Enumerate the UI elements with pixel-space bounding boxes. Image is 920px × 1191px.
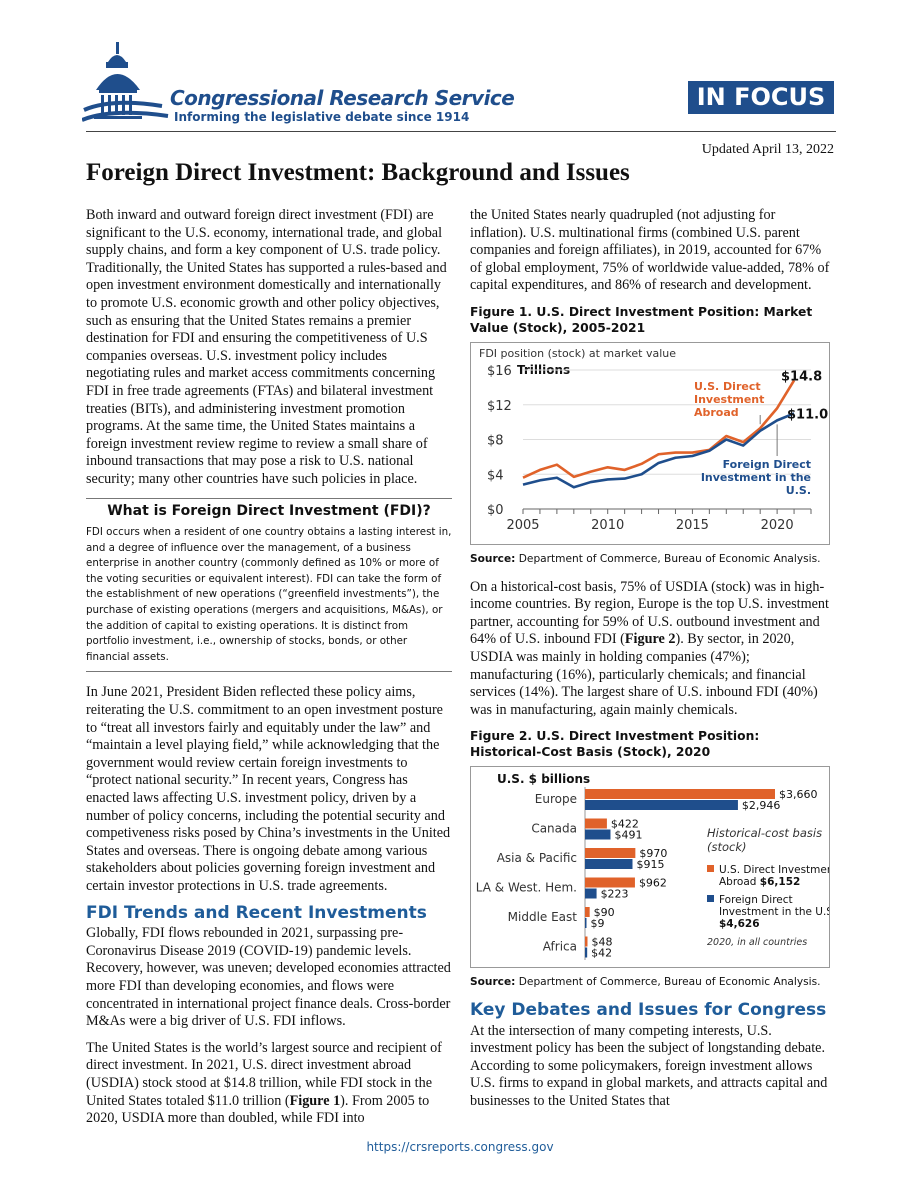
text-span: ). By sector, in 2020, USDIA was mainly in holding companies (47%); manufacturing (16%), particularly chemicals; and financial services (14%). The largest share of U.S. inbound FDI (40%) was in manufacturing, again mainly chemicals. [470,631,818,718]
org-tagline: Informing the legislative debate since 1914 [174,110,470,124]
updated-date: Updated April 13, 2022 [701,142,834,157]
x-tick-label: 2015 [675,517,709,533]
intro-paragraph: Both inward and outward foreign direct investment (FDI) are significant to the U.S. economy, international trade, and global supply chains, and form a key component of U.S. trade policy. Traditionally, the United States has supported a rules-based and open investment environment domestically and internationally to promote U.S. economic growth and other policy objectives, such as ensuring that the United States remains a premier destination for FDI and ensuring the competitiveness of U.S companies overseas. U.S. investment policy includes negotiating rules and market access commitments concerning FDI in free trade agreements (FTAs) and bilateral investment treaties (BITs), and administering investment promotion programs. At the same time, the United States maintains a foreign investment review regime to review a small share of inbound transactions that may pose a risk to U.S. national security; many other countries have such policies in place. [86,207,447,487]
y-tick-label: $8 [487,433,504,449]
bar-inward [585,948,587,958]
x-tick-label: 2010 [591,517,625,533]
legend-text: U.S. Direct Investment [719,864,829,877]
bar-inward [585,918,587,928]
figure-2-chart [470,766,830,968]
text-span: On a historical-cost basis, 75% of USDIA (stock) was in high-income countries. By region, Europe is the top U.S. investment partner, accounting for 59% of U.S. outbound investment and 64% of U.S. inbound FDI ( [470,578,829,648]
policy-paragraph: In June 2021, President Biden reflected these policy aims, reiterating the U.S. commitment to an open investment posture to “treat all investors fairly and equitably under the law” and “maintain a level playing field,” while acknowledging that the government would review certain foreign investments to “protect national security.” In recent years, Congress has enacted laws affecting U.S. investment policy, driven by a number of policy concerns, including the potential security and competiveness risks posed by China’s investments in the United States and overseas. There is ongoing debate among various stakeholders about policies governing foreign investment and certain investor protections in U.S. trade agreements. [86,684,451,894]
legend-text: Abroad $6,152 [719,876,801,889]
page-title: Foreign Direct Investment: Background and Issues [86,159,630,186]
annotation-inward: U.S. [785,483,811,497]
historical-cost-paragraph [470,579,834,720]
source-text: Department of Commerce, Bureau of Economic Analysis. [518,552,821,565]
figure-2-source [470,974,834,992]
category-label: Africa [542,939,577,954]
left-column [86,207,452,1137]
us-investment-paragraph [86,1040,452,1128]
data-label: $491 [614,828,643,842]
bar-abroad [585,789,775,799]
text-span: The United States is the world’s largest source and recipient of direct investment. In 2021, U.S. direct investment abroad (USDIA) stock stood at $14.8 trillion, while FDI stock in the United States totaled $11.0 trillion ( [86,1039,442,1109]
in-focus-badge: IN FOCUS [688,81,834,114]
debates-paragraph: At the intersection of many competing interests, U.S. investment policy has been the subject of longstanding debate. According to some policymakers, foreign investment allows U.S. firms to expand in global markets, and attracts capital and businesses to the United States that [470,1022,828,1109]
org-name: Congressional Research Service [170,86,515,110]
data-label: $42 [591,946,613,960]
box-text: FDI occurs when a resident of one country obtains a lasting interest in, and a degree of influence over the management, of a business enterprise in another country (commonly defined as 10% or more of the voting securities or equivalent interest). FDI can take the form of the establishment of new operations (“greenfield investments”), the purchase of existing operations (mergers and acquisitions, M&As), or the addition of capital to existing operations. It is distinct from portfolio investment, i.e., ownership of stocks, bonds, or other financial assets. [86,526,452,663]
bar-abroad [585,819,607,829]
figure-1-chart [470,342,830,545]
bar-inward [585,830,610,840]
chart-title: U.S. $ billions [497,772,591,787]
end-label-abroad: $14.8 [781,369,823,385]
data-label: $3,660 [779,788,818,802]
footer-url[interactable]: https://crsreports.congress.gov [366,1140,554,1154]
data-label: $90 [593,906,615,920]
y-tick-label: $16 [487,363,512,379]
annotation-inward: Foreign Direct [722,457,811,471]
bar-abroad [585,937,587,947]
legend-swatch-inward [707,895,714,902]
header-rule [86,131,836,132]
data-label: $962 [638,876,667,890]
source-label: Source: [470,552,516,565]
figure-2-reference: Figure 2 [624,631,676,648]
section-heading-debates: Key Debates and Issues for Congress [470,999,827,1020]
data-label: $422 [610,817,639,831]
right-column [470,207,834,1119]
bar-abroad [585,878,635,888]
legend-total: $4,626 [719,918,760,931]
bar-inward [585,889,597,899]
end-label-inward: $11.0 [787,407,829,423]
annotation-abroad: U.S. Direct [694,379,761,393]
source-label: Source: [470,976,516,989]
bar-inward [585,800,738,810]
fdi-definition-box [86,498,452,673]
source-text: Department of Commerce, Bureau of Economic Analysis. [518,976,821,989]
data-label: $48 [591,935,613,949]
multinational-paragraph: the United States nearly quadrupled (not adjusting for inflation). U.S. multinational firms (combined U.S. parent companies and foreign affiliates), in 2019, accounted for 67% of global employment, 75% of worldwide value-added, 78% of capital expenditures, and 86% of research and development. [470,207,830,294]
category-label: Middle East [507,910,577,925]
category-label: LA & West. Hem. [475,880,577,895]
text-span: ). From 2005 to 2020, USDIA more than doubled, while FDI into [86,1092,430,1127]
y-tick-label: $4 [487,468,504,484]
bar-abroad [585,907,590,917]
annotation-abroad: Abroad [694,405,739,419]
x-tick-label: 2005 [506,517,540,533]
category-label: Asia & Pacific [496,851,577,866]
data-label: $915 [636,858,665,872]
legend-swatch-abroad [707,865,714,872]
crs-logo [82,40,172,135]
chart-footnote: 2020, in all countries [707,937,808,949]
bar-abroad [585,848,635,858]
line-chart [471,343,829,544]
figure-1-reference: Figure 1 [289,1092,341,1109]
trends-paragraph: Globally, FDI flows rebounded in 2021, surpassing pre-Coronavirus Disease 2019 (COVID-19) pandemic levels. Recovery, however, was uneven; developed economies attracted more FDI than developing economies, and flows were concentrated in international project finance deals. Cross-border M&As were a big driver of U.S. FDI inflows. [86,925,451,1030]
section-heading-trends: FDI Trends and Recent Investments [86,902,427,923]
bar-inward [585,859,633,869]
category-label: Europe [534,792,577,807]
data-label: $2,946 [741,799,781,813]
capitol-dome-icon [82,40,172,135]
y-tick-label: $0 [487,502,504,518]
category-label: Canada [531,821,577,836]
legend-text: Investment in the U.S. [719,906,829,919]
chart-note: (stock) [707,840,747,855]
bar-chart [471,767,829,967]
x-tick-label: 2020 [760,517,794,533]
annotation-abroad: Investment [694,392,765,406]
figure-1-source [470,551,834,569]
figure-1-caption: Figure 1. U.S. Direct Investment Position: Market Value (Stock), 2005-2021 [470,304,813,335]
chart-units-label: Trillions [517,362,571,377]
data-label: $9 [590,917,605,931]
chart-note: Historical-cost basis [707,826,823,841]
y-tick-label: $12 [487,398,512,414]
legend-total: $6,152 [759,876,801,889]
legend-text: Foreign Direct [719,894,793,907]
chart-title: FDI position (stock) at market value [479,346,677,360]
data-label: $970 [639,847,668,861]
data-label: $223 [600,887,629,901]
annotation-inward: Investment in the [700,470,811,484]
box-title: What is Foreign Direct Investment (FDI)? [107,502,431,519]
figure-2-caption: Figure 2. U.S. Direct Investment Position: Historical-Cost Basis (Stock), 2020 [470,729,760,760]
